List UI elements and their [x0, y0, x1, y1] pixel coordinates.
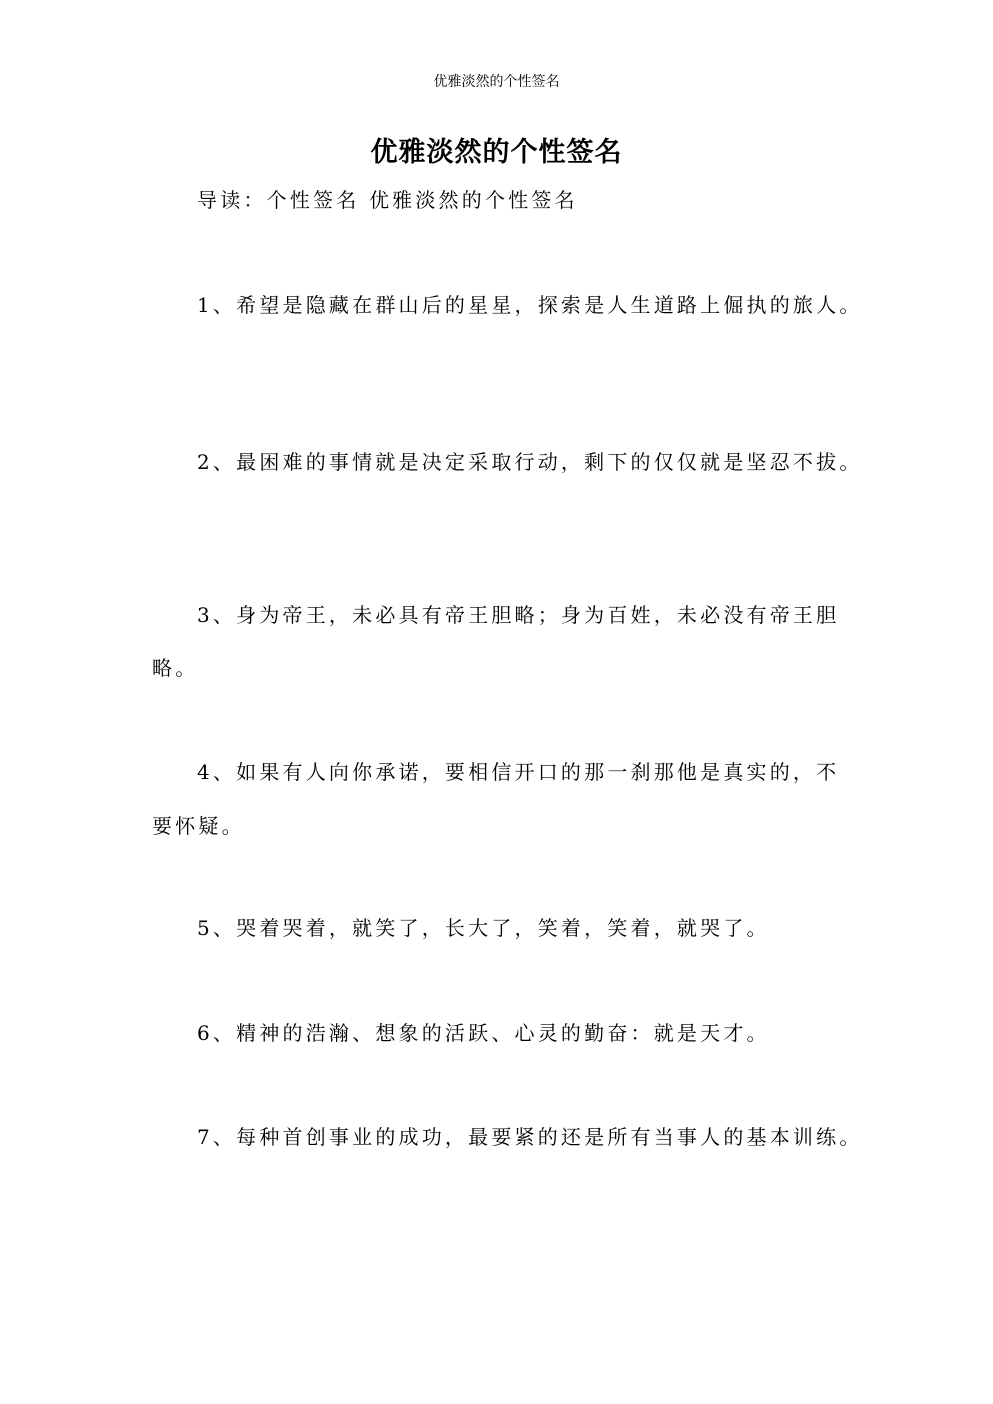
document-title: 优雅淡然的个性签名 [370, 137, 623, 168]
page-header: 优雅淡然的个性签名 [433, 74, 560, 90]
item-3-line-2: 略。 [152, 656, 199, 680]
item-7-line-1: 7、每种首创事业的成功，最要紧的还是所有当事人的基本训练。 [197, 1125, 863, 1149]
item-5-line-1: 5、哭着哭着，就笑了，长大了，笑着，笑着，就哭了。 [197, 916, 770, 940]
item-3-line-1: 3、身为帝王，未必具有帝王胆略；身为百姓，未必没有帝王胆 [197, 603, 840, 627]
item-1-line-1: 1、希望是隐藏在群山后的星星，探索是人生道路上倔执的旅人。 [197, 293, 863, 317]
item-4-line-1: 4、如果有人向你承诺，要相信开口的那一刹那他是真实的，不 [197, 760, 840, 784]
intro-line: 导读：个性签名 优雅淡然的个性签名 [197, 188, 578, 212]
item-6-line-1: 6、精神的浩瀚、想象的活跃、心灵的勤奋：就是天才。 [197, 1021, 770, 1045]
item-2-line-1: 2、最困难的事情就是决定采取行动，剩下的仅仅就是坚忍不拔。 [197, 450, 863, 474]
item-4-line-2: 要怀疑。 [152, 814, 245, 838]
